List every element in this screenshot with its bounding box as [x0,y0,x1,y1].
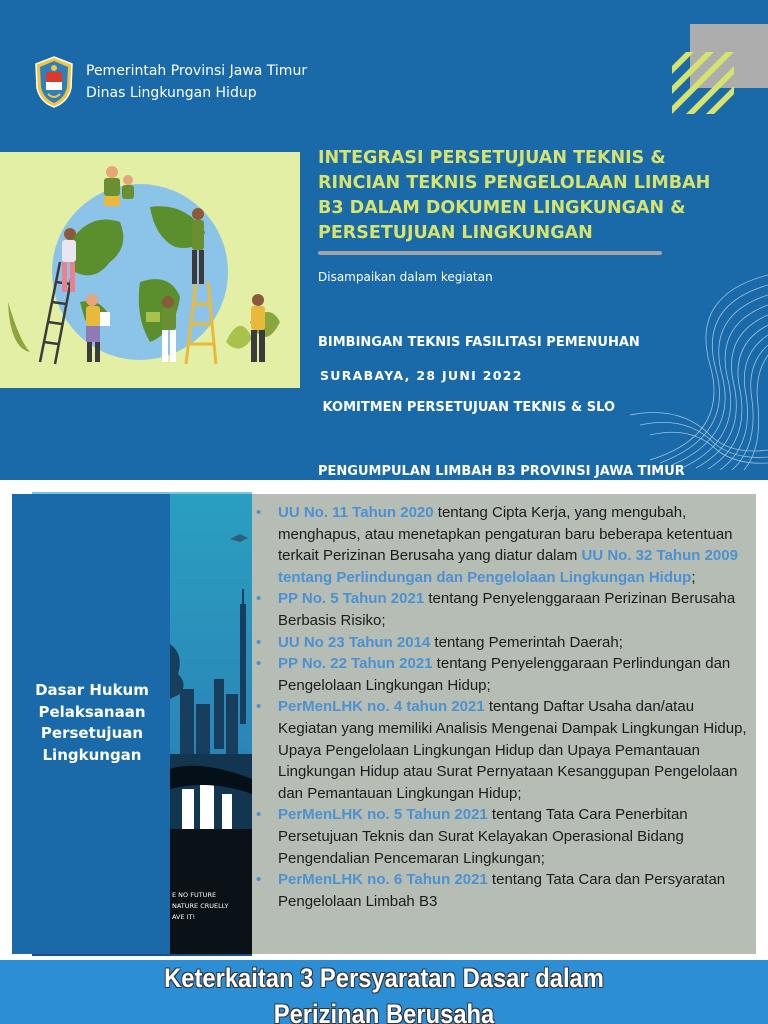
list-item: • PP No. 5 Tahun 2021 tentang Penyelenggaraan Perizinan Berusaha Berbasis Risiko; [256,590,736,629]
org-name-agency: Dinas Lingkungan Hidup [86,85,257,101]
org-name-province: Pemerintah Provinsi Jawa Timur [86,63,308,79]
bullet-icon: • [256,871,262,889]
list-item: • UU No 23 Tahun 2014 tentang Pemerintah Daerah; [256,632,752,654]
bullet-icon: • [256,504,262,521]
place-date: SURABAYA, 28 JUNI 2022 [320,368,523,383]
bottom-accent-bar [32,954,252,956]
diagonal-stripes-decoration [672,52,734,114]
presentation-title: INTEGRASI PERSETUJUAN TEKNIS & RINCIAN TEKNIS PENGELOLAAN LIMBAH B3 DALAM DOKUMEN LINGKUNGAN & PERSETUJUAN LINGKUNGAN [318,148,711,243]
event-name: BIMBINGAN TEKNIS FASILITASI PEMENUHAN KOMITMEN PERSETUJUAN TEKNIS & SLO PENGUMPULAN LIMBAH B3 PROVINSI JAWA TIMUR [318,335,685,479]
list-item: • PerMenLHK no. 4 tahun 2021 tentang Daftar Usaha dan/atau Kegiatan yang memiliki Analisis Mengenai Dampak Lingkungan Hidup, Upaya Pengelolaan Lingkungan Hidup dan Upaya Pemantauan Lingkungan Hidup atau Surat Pernyataan Kesanggupan Pengelolaan dan Pemantauan Lingkungan Hidup; [256,698,747,802]
list-item: • UU No. 11 Tahun 2020 tentang Cipta Kerja, yang mengubah, menghapus, atau menetapkan pengaturan baru beberapa ketentuan terkait Perizinan Berusaha yang diatur dalam UU No. 32 Tahun 2009 tentang Perlindungan dan Pengelolaan Lingkungan Hidup; [256,504,738,586]
delivered-in-label: Disampaikan dalam kegiatan [318,270,493,284]
bullet-icon: • [256,590,262,608]
regulation-list [256,502,752,912]
title-divider [318,251,662,255]
legal-basis-slide [0,480,768,1024]
next-slide-title-banner [0,960,768,1024]
wireframe-wave-decoration [620,255,768,470]
globe-volunteers-illustration [0,152,300,388]
provincial-emblem-icon [34,56,74,108]
cover-slide [0,0,768,480]
bullet-icon: • [256,806,262,824]
list-item: • PerMenLHK no. 5 Tahun 2021 tentang Tata Cara Penerbitan Persetujuan Teknis dan Surat Kelayakan Operasional Bidang Pengendalian Pencemaran Lingkungan; [256,806,688,867]
banner-title-line: Keterkaitan 3 Persyaratan Dasar dalam [164,963,604,993]
organization-header [34,56,307,108]
list-item: • PP No. 22 Tahun 2021 tentang Penyelenggaraan Perlindungan dan Pengelolaan Lingkungan Hidup; [256,655,731,694]
pollution-city-image [170,494,252,954]
bullet-icon: • [256,633,262,651]
bullet-icon: • [256,698,262,716]
banner-title-line: Perizinan Berusaha [273,999,495,1024]
list-item: • PerMenLHK no. 6 Tahun 2021 tentang Tata Cara dan Persyaratan Pengelolaan Limbah B3 [256,871,726,910]
image-caption: E NO FUTURE NATURE CRUELLY AVE IT! [172,891,229,921]
section-heading: Dasar Hukum Pelaksanaan Persetujuan Lingkungan [35,681,149,764]
bullet-icon: • [256,655,262,673]
